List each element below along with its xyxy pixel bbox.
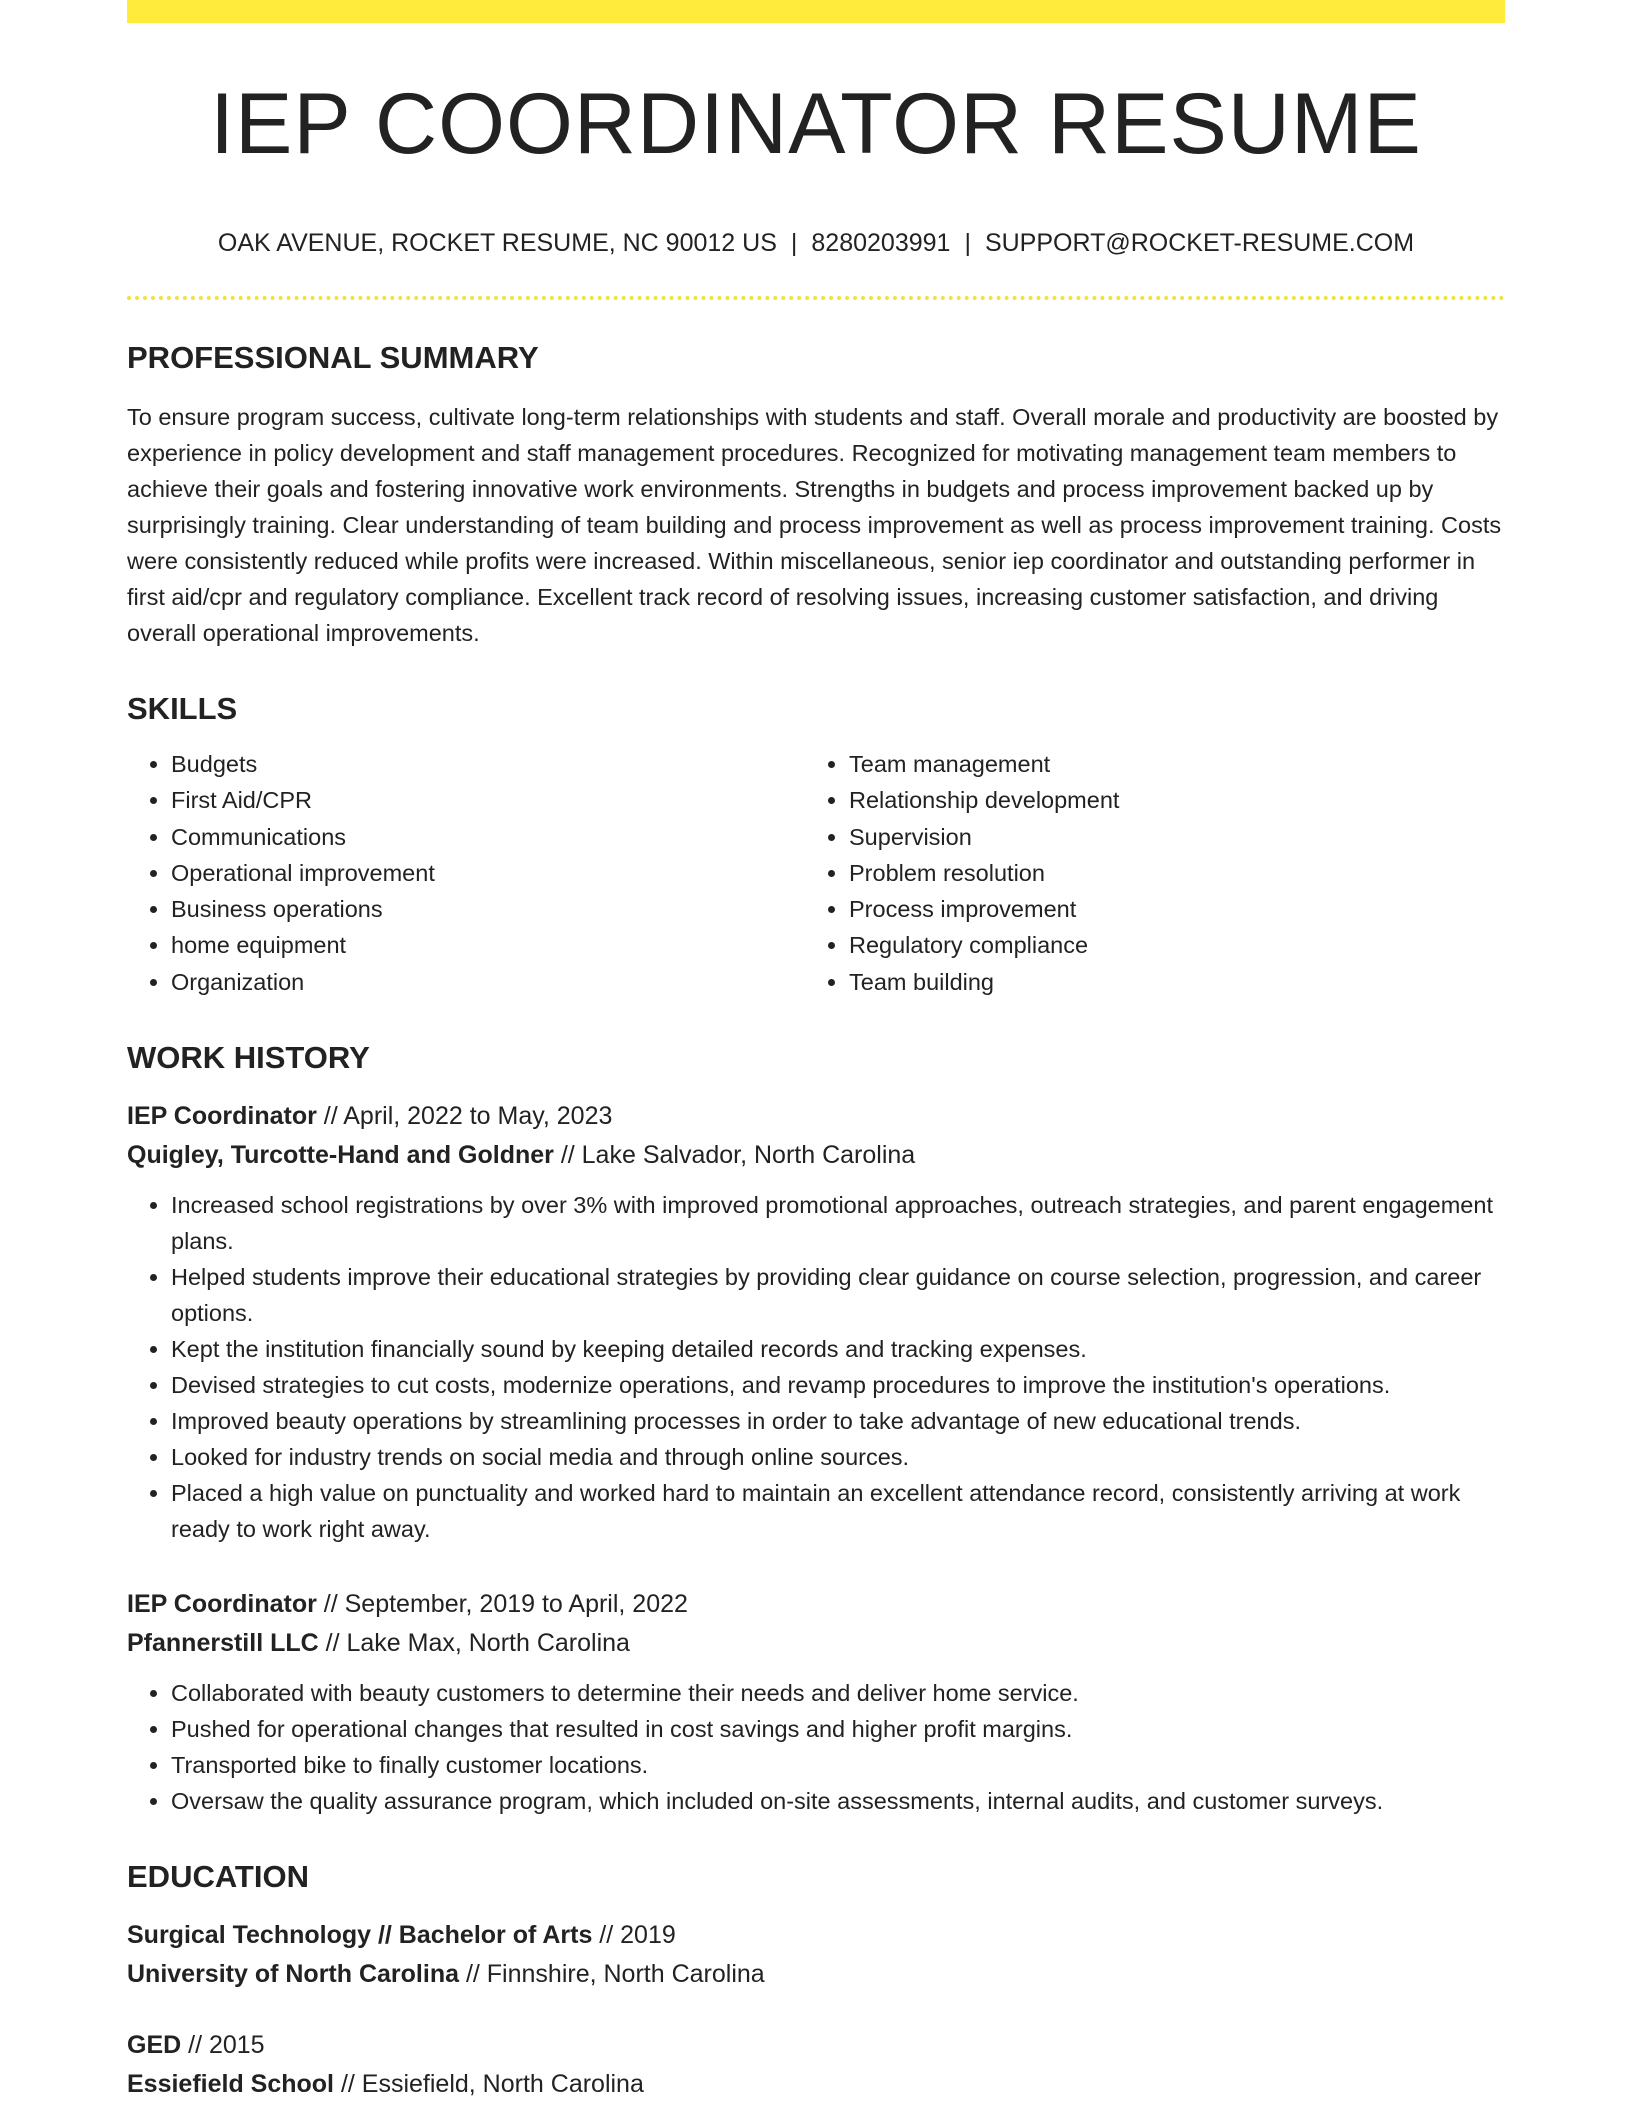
education-degree: GED — [127, 2031, 182, 2060]
skill-item: • Budgets — [171, 746, 805, 782]
work-history-heading: WORK HISTORY — [127, 1040, 370, 1076]
job-bullet: • Improved beauty operations by streamlining processes in order to take advantage of new educational trends. — [171, 1403, 1505, 1439]
job-bullet: • Pushed for operational changes that resulted in cost savings and higher profit margins. — [171, 1711, 1505, 1747]
job-bullets — [127, 1187, 1505, 1547]
job-location: // Lake Salvador, North Carolina — [553, 1141, 916, 1170]
education-school: University of North Carolina — [127, 1960, 459, 1989]
job-title-line — [127, 1097, 1505, 1136]
education-location: // Finnshire, North Carolina — [459, 1960, 765, 1989]
education-heading: EDUCATION — [127, 1859, 309, 1895]
education-degree-line — [127, 2026, 1505, 2065]
contact-separator: | — [790, 229, 798, 257]
skill-item: • Team management — [849, 746, 1119, 782]
job-entry — [127, 1585, 1505, 1819]
job-bullet: • Placed a high value on punctuality and worked hard to maintain an excellent attendance record, consistently arriving at work ready to work right away. — [171, 1475, 1505, 1547]
education-location: // Essiefield, North Carolina — [334, 2070, 644, 2099]
job-title: IEP Coordinator — [127, 1102, 317, 1131]
job-dates: // April, 2022 to May, 2023 — [316, 1102, 613, 1131]
skill-item: • Communications — [171, 819, 805, 855]
skill-item: • Relationship development — [849, 782, 1119, 818]
education-school-line — [127, 1955, 1505, 1994]
education-school-line — [127, 2065, 1505, 2104]
contact-email: SUPPORT@ROCKET-RESUME.COM — [984, 229, 1415, 257]
job-bullet: • Kept the institution financially sound by keeping detailed records and tracking expenses. — [171, 1331, 1505, 1367]
contact-phone: 8280203991 — [811, 229, 951, 257]
contact-separator: | — [964, 229, 971, 257]
contact-address: OAK AVENUE, ROCKET RESUME, NC 90012 US — [217, 229, 777, 257]
skills-column-1 — [127, 746, 805, 1000]
skill-item: • Team building — [849, 964, 1119, 1000]
job-company-line — [127, 1136, 1505, 1175]
skill-item: • First Aid/CPR — [171, 782, 805, 818]
skills-column-2 — [805, 746, 1119, 1000]
skill-item: • Problem resolution — [849, 855, 1119, 891]
skill-item: • Operational improvement — [171, 855, 805, 891]
job-bullet: • Helped students improve their educational strategies by providing clear guidance on course selection, progression, and career options. — [171, 1259, 1505, 1331]
education-entry — [127, 1916, 1505, 1994]
job-bullet: • Devised strategies to cut costs, modernize operations, and revamp procedures to improve the institution's operations. — [171, 1367, 1505, 1403]
education-entry — [127, 2026, 1505, 2104]
skills-list — [127, 746, 1505, 1000]
skill-item: • Regulatory compliance — [849, 927, 1119, 963]
skill-item: • Organization — [171, 964, 805, 1000]
job-bullet: • Increased school registrations by over 3% with improved promotional approaches, outreach strategies, and parent engagement plans. — [171, 1187, 1505, 1259]
contact-line — [127, 231, 1505, 256]
job-dates: // September, 2019 to April, 2022 — [316, 1590, 688, 1619]
job-bullet: • Looked for industry trends on social media and through online sources. — [171, 1439, 1505, 1475]
skill-item: • home equipment — [171, 927, 805, 963]
skill-item: • Business operations — [171, 891, 805, 927]
job-location: // Lake Max, North Carolina — [318, 1629, 630, 1658]
dotted-divider — [127, 296, 1505, 300]
job-title: IEP Coordinator — [127, 1590, 317, 1619]
top-accent-bar — [127, 0, 1505, 23]
summary-heading: PROFESSIONAL SUMMARY — [127, 340, 539, 375]
education-degree-line — [127, 1916, 1505, 1955]
job-bullet: • Transported bike to finally customer locations. — [171, 1747, 1505, 1783]
summary-text: To ensure program success, cultivate long-term relationships with students and staff. Overall morale and productivity are boosted by experience in policy development and staff management procedures. Recognized for motivating management team members to achieve their goals and fostering innovative work environments. Strengths in budgets and process improvement backed up by surprisingly training. Clear understanding of team building and process improvement as well as process improvement training. Costs were consistently reduced while profits were increased. Within miscellaneous, senior iep coordinator and outstanding performer in first aid/cpr and regulatory compliance. Excellent track record of resolving issues, increasing customer satisfaction, and driving overall operational improvements. — [127, 404, 1502, 646]
skills-heading: SKILLS — [127, 691, 238, 726]
job-company: Pfannerstill LLC — [127, 1629, 319, 1658]
job-bullets — [127, 1675, 1505, 1819]
education-school: Essiefield School — [127, 2070, 335, 2099]
education-year: // 2015 — [181, 2031, 265, 2060]
education-degree: Surgical Technology // Bachelor of Arts — [127, 1921, 593, 1950]
resume-title: IEP COORDINATOR RESUME — [210, 76, 1422, 172]
job-company: Quigley, Turcotte-Hand and Goldner — [127, 1141, 554, 1170]
job-bullet: • Collaborated with beauty customers to determine their needs and deliver home service. — [171, 1675, 1505, 1711]
resume-page — [127, 0, 1505, 2104]
job-company-line — [127, 1624, 1505, 1663]
job-title-line — [127, 1585, 1505, 1624]
skill-item: • Process improvement — [849, 891, 1119, 927]
job-entry — [127, 1097, 1505, 1547]
job-bullet: • Oversaw the quality assurance program, which included on-site assessments, internal audits, and customer surveys. — [171, 1783, 1505, 1819]
skill-item: • Supervision — [849, 819, 1119, 855]
education-year: // 2019 — [592, 1921, 676, 1950]
